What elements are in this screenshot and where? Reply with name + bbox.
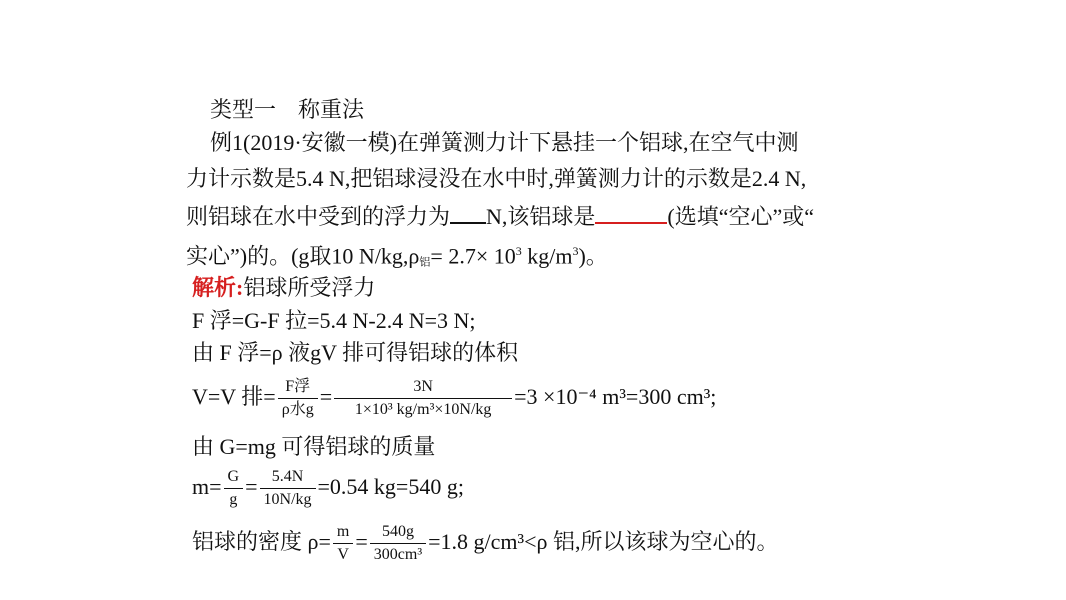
solution-line-3: 由 F 浮=ρ 液gV 排可得铝球的体积 [192, 340, 519, 365]
answer-blank-2[interactable] [595, 200, 667, 224]
fraction-density-value: $\frac{540g}{\text{300cm³}}$ [370, 521, 426, 566]
solution-label: 解析: [192, 275, 244, 300]
equals-sign: = [355, 529, 368, 554]
fraction-buoyancy-over-rho-g: $\frac{\text{F浮}}{\text{ρ水g}}$ [278, 376, 318, 421]
equals-sign: = [245, 474, 258, 499]
problem-text-3c: (选填“空心”或“ [667, 204, 815, 229]
problem-text-3b: N,该铝球是 [486, 204, 596, 229]
solution-line-6 [192, 462, 464, 512]
exponent: 3 [515, 244, 522, 258]
problem-text-3a: 则铝球在水中受到的浮力为 [186, 204, 451, 229]
volume-result: =3 ×10⁻⁴ m³=300 cm³; [514, 384, 717, 409]
problem-text-4c: = 2.7× 10 [430, 243, 516, 269]
problem-source: 例1(2019·安徽一模) [210, 130, 397, 155]
problem-line-3 [186, 200, 814, 232]
problem-text-4e: )。 [578, 243, 608, 269]
fraction-mass-value: $\frac{5.4N}{10N/kg}$ [260, 466, 316, 511]
problem-text-4d: kg/m [521, 243, 573, 269]
solution-line-5: 由 G=mg 可得铝球的质量 [192, 434, 436, 459]
problem-line-2: 力计示数是5.4 N,把铝球浸没在水中时,弹簧测力计的示数是2.4 N, [186, 166, 807, 191]
section-heading: 类型一 称重法 [210, 97, 365, 122]
density-left: 铝球的密度 ρ= [192, 529, 331, 554]
solution-line-2: F 浮=G-F 拉=5.4 N-2.4 N=3 N; [192, 308, 476, 333]
solution-line-1 [192, 273, 375, 303]
problem-line-1 [210, 128, 799, 158]
volume-left: V=V 排= [192, 384, 276, 409]
fraction-m-over-v: $\frac{m}{V}$ [333, 521, 353, 566]
solution-line-7 [192, 517, 779, 567]
answer-blank-1[interactable] [450, 200, 486, 224]
solution-text-1: 铝球所受浮力 [243, 275, 376, 300]
equals-sign: = [319, 384, 333, 409]
fraction-g-over-g: $\frac{G}{g}$ [224, 466, 244, 511]
density-subscript: 铝 [419, 256, 431, 269]
density-result: =1.8 g/cm³<ρ 铝,所以该球为空心的。 [428, 529, 779, 554]
problem-text-4a: 实心”)的。( [186, 243, 299, 269]
solution-line-4 [192, 372, 716, 422]
mass-left: m= [192, 474, 222, 499]
fraction-volume-value: $\frac{3N}{\text{1×10³ kg/m³×10N/kg}}$ [334, 376, 512, 421]
problem-text-1: 在弹簧测力计下悬挂一个铝球,在空气中测 [396, 130, 799, 155]
problem-line-4 [186, 236, 608, 277]
exponent-2: 3 [572, 244, 579, 258]
mass-result: =0.54 kg=540 g; [317, 474, 464, 499]
problem-text-4b: g取10 N/kg,ρ [298, 243, 420, 269]
